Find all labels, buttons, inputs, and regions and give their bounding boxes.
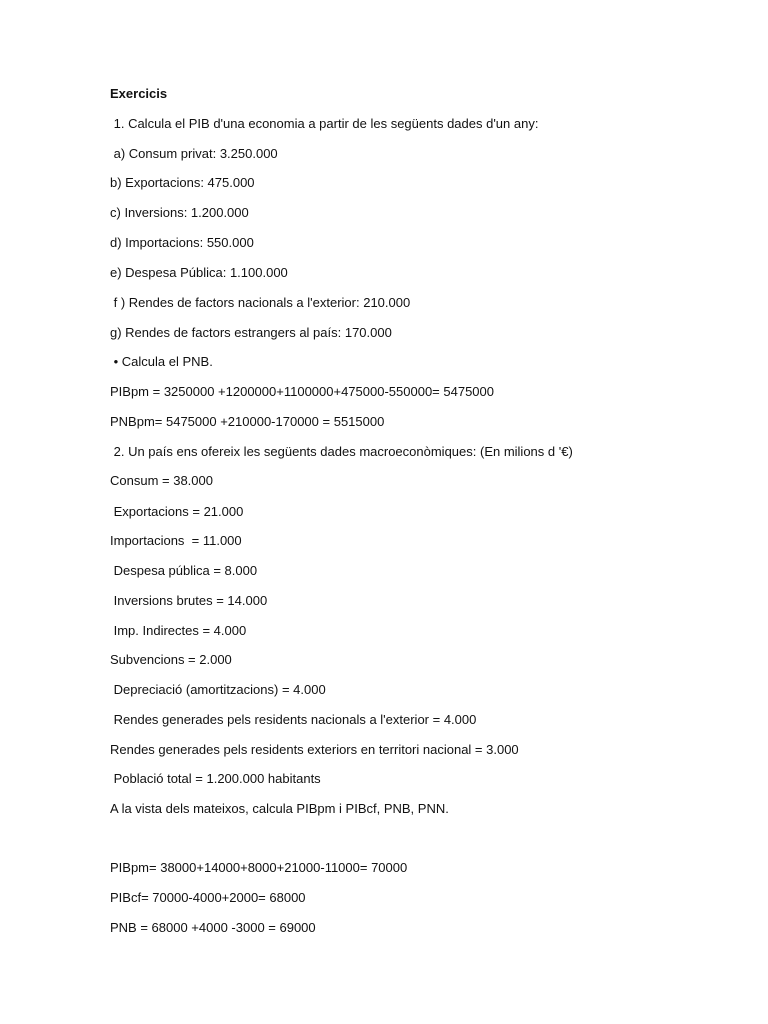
document-title: Exercicis [110, 86, 168, 101]
data-consum: Consum = 38.000 [110, 473, 213, 488]
data-item-g: g) Rendes de factors estrangers al país: 170.000 [110, 325, 392, 340]
data-item-f: f ) Rendes de factors nacionals a l'exterior: 210.000 [110, 295, 411, 310]
bullet-calcula-pnb: • Calcula el PNB. [110, 354, 213, 369]
data-item-c: c) Inversions: 1.200.000 [110, 205, 249, 220]
data-rendes-exteriors-territori: Rendes generades pels residents exteriors en territori nacional = 3.000 [110, 742, 519, 757]
data-item-b: b) Exportacions: 475.000 [110, 175, 255, 190]
data-item-e: e) Despesa Pública: 1.100.000 [110, 265, 288, 280]
data-inversions-brutes: Inversions brutes = 14.000 [110, 593, 268, 608]
solution-pnbpm-1: PNBpm= 5475000 +210000-170000 = 5515000 [110, 414, 385, 429]
data-item-d: d) Importacions: 550.000 [110, 235, 254, 250]
solution-pibpm-2: PIBpm= 38000+14000+8000+21000-11000= 70000 [110, 860, 408, 875]
exercise-2-question: A la vista dels mateixos, calcula PIBpm i PIBcf, PNB, PNN. [110, 801, 449, 816]
solution-pibpm-1: PIBpm = 3250000 +1200000+1100000+475000-550000= 5475000 [110, 384, 494, 399]
data-despesa-publica: Despesa pública = 8.000 [110, 563, 258, 578]
data-item-a: a) Consum privat: 3.250.000 [110, 146, 278, 161]
data-imp-indirectes: Imp. Indirectes = 4.000 [110, 623, 247, 638]
exercise-2-statement: 2. Un país ens ofereix les següents dades macroeconòmiques: (En milions d '€) [110, 444, 573, 459]
exercise-1-statement: 1. Calcula el PIB d'una economia a partir de les següents dades d'un any: [110, 116, 539, 131]
data-importacions: Importacions = 11.000 [110, 533, 242, 548]
data-exportacions: Exportacions = 21.000 [110, 504, 244, 519]
data-poblacio-total: Població total = 1.200.000 habitants [110, 771, 321, 786]
data-rendes-nacionals-exterior: Rendes generades pels residents nacionals a l'exterior = 4.000 [110, 712, 477, 727]
data-subvencions: Subvencions = 2.000 [110, 652, 232, 667]
data-depreciacio: Depreciació (amortitzacions) = 4.000 [110, 682, 326, 697]
solution-pnb-2: PNB = 68000 +4000 -3000 = 69000 [110, 920, 316, 935]
solution-pibcf-2: PIBcf= 70000-4000+2000= 68000 [110, 890, 306, 905]
